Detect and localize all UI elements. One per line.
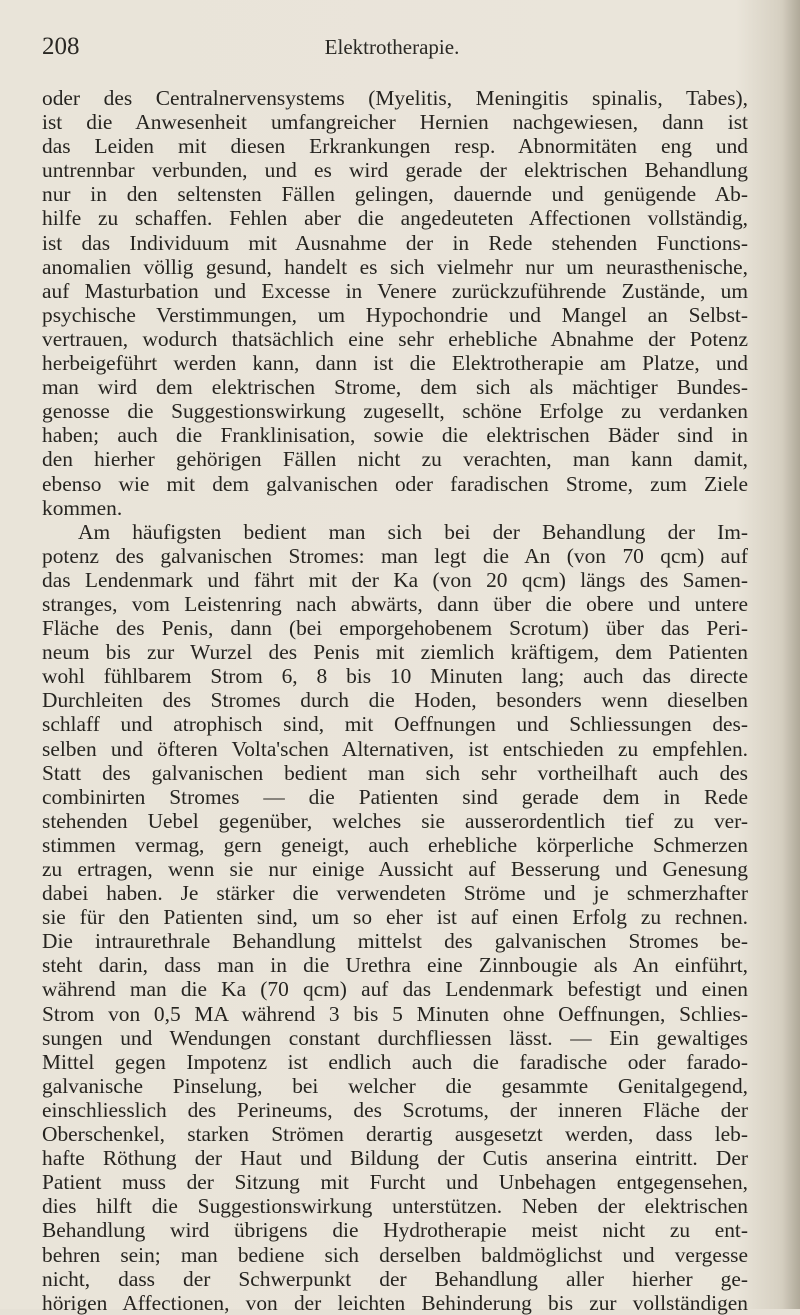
text-line: zu ertragen, wenn sie nur einige Aussicht auf Besserung und Genesung (42, 857, 748, 881)
text-line: steht darin, dass man in die Urethra eine Zinnbougie als An einführt, (42, 953, 748, 978)
text-line: hafte Röthung der Haut und Bildung der Cutis anserina eintritt. Der (42, 1146, 748, 1171)
text-line: ebenso wie mit dem galvanischen oder faradischen Strome, zum Ziele (42, 471, 748, 496)
text-line: einschliesslich des Perineums, des Scrotums, der inneren Fläche der (42, 1097, 748, 1122)
text-line: potenz des galvanischen Stromes: man legt die An (von 70 qcm) auf (42, 543, 748, 568)
text-line: herbeigeführt werden kann, dann ist die Elektrotherapie am Platze, und (42, 351, 748, 376)
text-line: Die intraurethrale Behandlung mittelst des galvanischen Stromes be- (42, 929, 748, 954)
text-line: nur in den seltensten Fällen gelingen, dauernde und genügende Ab- (42, 182, 748, 207)
text-line: während man die Ka (70 qcm) auf das Lendenmark befestigt und einen (42, 977, 748, 1002)
text-line: Fläche des Penis, dann (bei emporgehobenem Scrotum) über das Peri- (42, 616, 748, 641)
text-line: genosse die Suggestionswirkung zugesellt, schöne Erfolge zu verdanken (42, 399, 748, 424)
text-line: Mittel gegen Impotenz ist endlich auch die faradische oder farado- (42, 1049, 748, 1074)
page-edge-shadow (782, 0, 800, 1309)
text-line: combinirten Stromes — die Patienten sind gerade dem in Rede (42, 784, 748, 809)
text-line: den hierher gehörigen Fällen nicht zu verachten, man kann damit, (42, 447, 748, 472)
body-text (42, 86, 748, 1315)
text-line: selben und öfteren Volta'schen Alternativen, ist entschieden zu empfehlen. (42, 736, 748, 761)
text-line: Behandlung wird übrigens die Hydrotherapie meist nicht zu ent- (42, 1218, 748, 1243)
text-line: Statt des galvanischen bedient man sich sehr vortheilhaft auch des (42, 760, 748, 785)
text-line: ist das Individuum mit Ausnahme der in Rede stehenden Functions- (42, 230, 748, 255)
text-line: oder des Centralnervensystems (Myelitis, Meningitis spinalis, Tabes), (42, 86, 748, 110)
page-number: 208 (42, 33, 80, 60)
text-line: neum bis zur Wurzel des Penis mit ziemlich kräftigem, dem Patienten (42, 640, 748, 665)
text-line: Durchleiten des Stromes durch die Hoden, besonders wenn dieselben (42, 688, 748, 713)
text-line: dabei haben. Je stärker die verwendeten Ströme und je schmerzhafter (42, 881, 748, 906)
text-line: stehenden Uebel gegenüber, welches sie ausserordentlich tief zu ver- (42, 808, 748, 833)
text-line: stranges, vom Leistenring nach abwärts, dann über die obere und untere (42, 591, 748, 616)
text-line: sungen und Wendungen constant durchfliessen lässt. — Ein gewaltiges (42, 1025, 748, 1050)
text-line: man wird dem elektrischen Strome, dem sich als mächtiger Bundes- (42, 375, 748, 400)
text-line: nicht, dass der Schwerpunkt der Behandlung aller hierher ge- (42, 1266, 748, 1291)
text-line: Strom von 0,5 MA während 3 bis 5 Minuten ohne Oeffnungen, Schlies- (42, 1001, 748, 1026)
text-line: ist die Anwesenheit umfangreicher Hernien nachgewiesen, dann ist (42, 110, 748, 135)
text-line: galvanische Pinselung, bei welcher die gesammte Genitalgegend, (42, 1073, 748, 1098)
text-line: das Leiden mit diesen Erkrankungen resp. Abnormitäten eng und (42, 134, 748, 159)
text-line: psychische Verstimmungen, um Hypochondrie und Mangel an Selbst- (42, 302, 748, 327)
text-line: auf Masturbation und Excesse in Venere zurückzuführende Zustände, um (42, 278, 748, 303)
text-line: stimmen vermag, gern geneigt, auch erhebliche körperliche Schmerzen (42, 832, 748, 857)
text-line: hilfe zu schaffen. Fehlen aber die angedeuteten Affectionen vollständig, (42, 206, 748, 231)
text-line: Patient muss der Sitzung mit Furcht und Unbehagen entgegensehen, (42, 1170, 748, 1195)
paragraph-end-line: kommen. (42, 495, 123, 520)
text-line: Oberschenkel, starken Strömen derartig ausgesetzt werden, dass leb- (42, 1122, 748, 1147)
text-line: vertrauen, wodurch thatsächlich eine sehr erhebliche Abnahme der Potenz (42, 326, 748, 351)
text-line: das Lendenmark und fährt mit der Ka (von 20 qcm) längs des Samen- (42, 567, 748, 592)
paragraph-start-line: Am häufigsten bedient man sich bei der Behandlung der Im- (78, 519, 748, 544)
text-line: anomalien völlig gesund, handelt es sich vielmehr nur um neurasthenische, (42, 254, 748, 279)
text-line: wohl fühlbarem Strom 6, 8 bis 10 Minuten lang; auch das directe (42, 664, 748, 689)
text-line: hörigen Affectionen, von der leichten Behinderung bis zur vollständigen (42, 1290, 748, 1315)
page-header (42, 33, 742, 63)
text-line: dies hilft die Suggestionswirkung unterstützen. Neben der elektrischen (42, 1194, 748, 1219)
text-line: sie für den Patienten sind, um so eher ist auf einen Erfolg zu rechnen. (42, 905, 748, 930)
text-line: haben; auch die Franklinisation, sowie die elektrischen Bäder sind in (42, 423, 748, 448)
text-line: untrennbar verbunden, und es wird gerade der elektrischen Behandlung (42, 158, 748, 183)
text-line: schlaff und atrophisch sind, mit Oeffnungen und Schliessungen des- (42, 712, 748, 737)
text-line: behren sein; man bediene sich derselben baldmöglichst und vergesse (42, 1242, 748, 1267)
running-head: Elektrotherapie. (324, 35, 460, 59)
